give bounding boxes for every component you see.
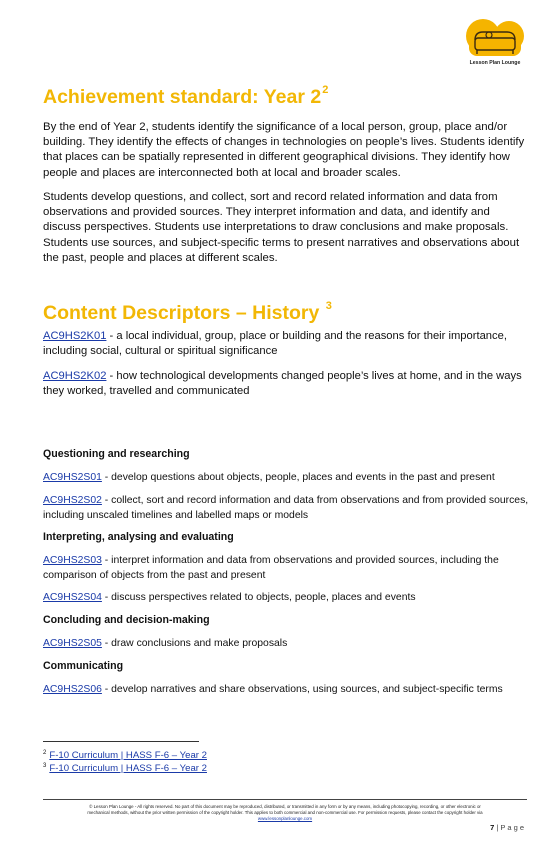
descriptor-k02: AC9HS2K02 - how technological developments changed people’s lives at home, and in the ways they worked, travelled and communicated <box>43 370 522 398</box>
footnote-ref-2: 2 <box>322 84 329 96</box>
achievement-heading: Achievement standard: Year $2^2$ <box>43 84 329 108</box>
website-link[interactable]: www.lessonplanlounge.com <box>257 816 313 821</box>
descriptor-code-link[interactable]: AC9HS2S05 <box>43 638 102 649</box>
descriptor-s02: AC9HS2S02 - collect, sort and record information and data from observations and from provided sources, including unscaled timelines and labelled maps or models <box>43 495 529 521</box>
descriptor-code-link[interactable]: AC9HS2S02 <box>43 495 102 506</box>
descriptor-k01: AC9HS2K01 - a local individual, group, place or building and the reasons for their importance, including social, cultural or spiritual significance <box>43 330 507 358</box>
descriptor-s06: AC9HS2S06 - develop narratives and share observations, using sources, and subject-specific terms <box>43 684 503 695</box>
footer-divider <box>43 799 527 800</box>
descriptor-code-link[interactable]: AC9HS2S06 <box>43 684 102 695</box>
descriptor-s04: AC9HS2S04 - discuss perspectives related to objects, people, places and events <box>43 592 416 603</box>
page-number: 7 | P a g e <box>490 823 524 832</box>
subheading-questioning: Questioning and researching <box>43 448 190 460</box>
descriptor-s05: AC9HS2S05 - draw conclusions and make proposals <box>43 638 288 649</box>
achievement-paragraph-1: By the end of Year 2, students identify the significance of a local person, group, place and/or building. They identify the effects of changes in technologies on people’s lives. Students identify that places can be spatially represented in different geographical divisions. They identify how people and places are interconnected both at local and broader scales. <box>43 121 525 179</box>
logo-text: Lesson Plan Lounge <box>469 60 521 66</box>
descriptor-code-link[interactable]: AC9HS2S03 <box>43 555 102 566</box>
footnote-divider <box>43 741 199 742</box>
subheading-communicating: Communicating <box>43 660 124 672</box>
subheading-interpreting: Interpreting, analysing and evaluating <box>43 531 234 543</box>
content-descriptors-heading: Content Descriptors – History $^3$ <box>43 300 332 324</box>
footnote-ref-3: 3 <box>325 300 332 312</box>
achievement-paragraph-2: Students develop questions, and collect, sort and record related information and data from observations and provided sources. They interpret information and data, and identify and discuss perspectives. Students use interpretations to draw conclusions and make proposals. Students use sources, and subject-specific terms to present narratives and observations about the past, people and places at different scales. <box>43 191 520 264</box>
footnote-3: $^3$ F-10 Curriculum | HASS F-6 – Year 2 <box>43 763 207 774</box>
descriptor-code-link[interactable]: AC9HS2S01 <box>43 472 102 483</box>
footnote-2: $^2$ F-10 Curriculum | HASS F-6 – Year 2 <box>43 750 207 761</box>
footnote-link[interactable]: F-10 Curriculum | HASS F-6 – Year 2 <box>49 750 207 761</box>
descriptor-s03: AC9HS2S03 - interpret information and data from observations and provided sources, including the comparison of objects from the past and present <box>43 555 499 581</box>
subheading-concluding: Concluding and decision-making <box>43 614 210 626</box>
descriptor-code-link[interactable]: AC9HS2S04 <box>43 592 102 603</box>
descriptor-code-link[interactable]: AC9HS2K02 <box>43 370 107 382</box>
descriptor-s01: AC9HS2S01 - develop questions about objects, people, places and events in the past and present <box>43 472 495 483</box>
copyright-notice: © Lesson Plan Lounge - All rights reserved. No part of this document may be reproduced, distributed, or transmitted in any form or by any means, including photocopying, recording, or other electronic or mechanical methods, without the prior written permission of the copyright holder. This applies to both commercial and non-commercial use. For permission requests, please contact the copyright holder via www.lessonplanlounge.com <box>87 804 483 821</box>
footnote-link[interactable]: F-10 Curriculum | HASS F-6 – Year 2 <box>49 763 207 774</box>
descriptor-code-link[interactable]: AC9HS2K01 <box>43 330 107 342</box>
